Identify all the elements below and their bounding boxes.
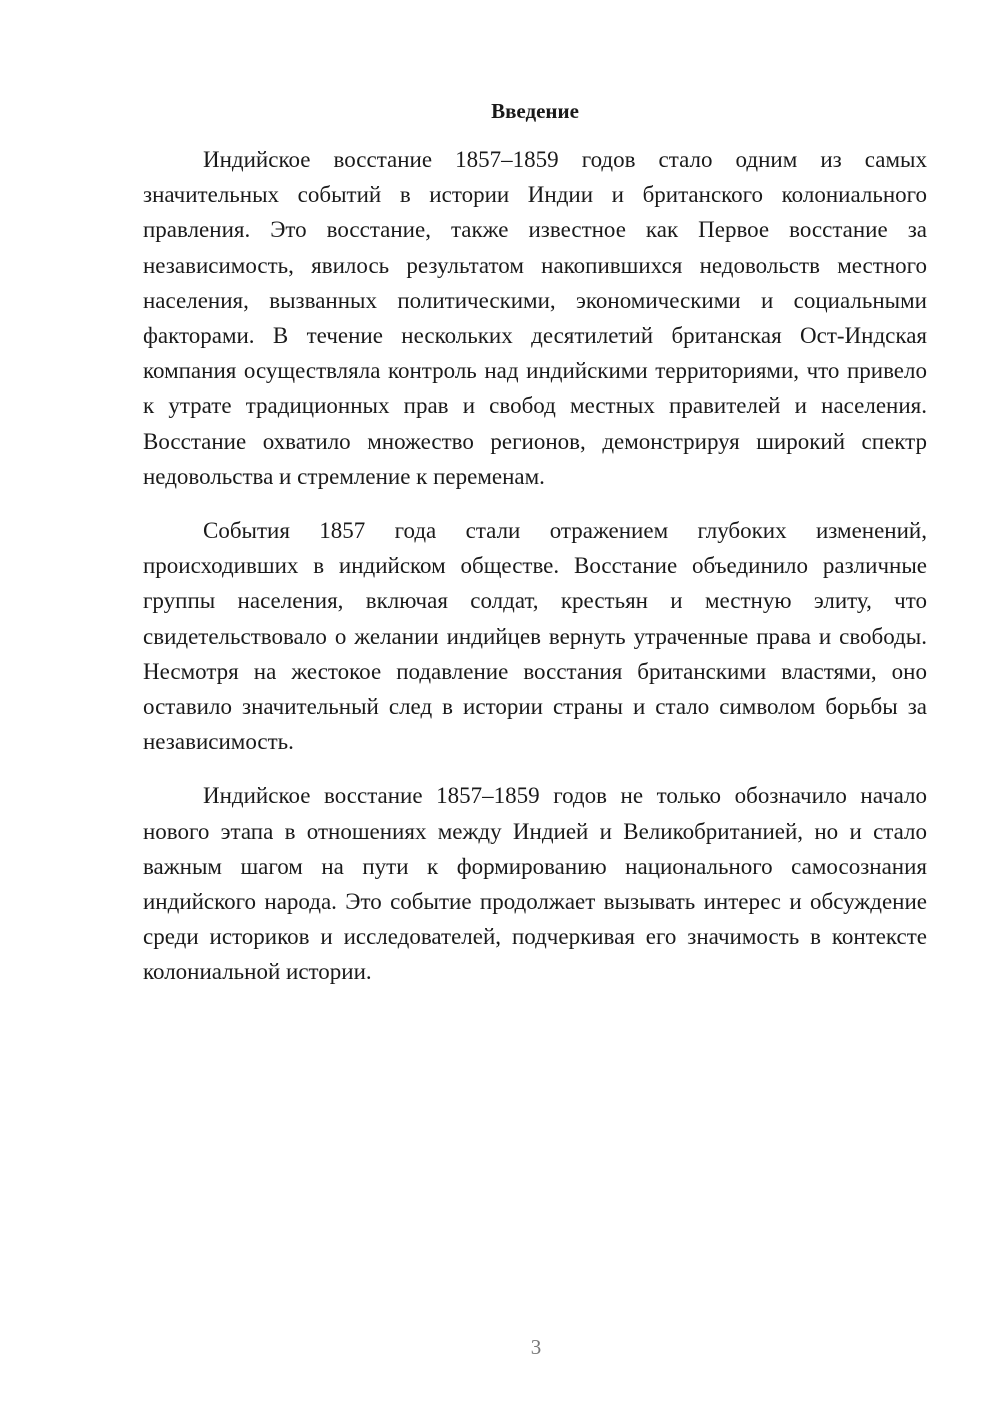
paragraph-2: События 1857 года стали отражением глубоких изменений, происходивших в индийском обществе. Восстание объединило различные группы населения, включая солдат, крестьян и местную элиту, что свидетельствовало о желании индийцев вернуть утраченные права и свободы. Несмотря на жестокое подавление восстания британскими властями, оно оставило значительный след в истории страны и стало символом борьбы за независимость. [143,518,927,755]
body-text [143,142,927,1009]
section-heading: Введение [491,99,579,123]
page-number: 3 [530,1335,542,1359]
paragraph-3: Индийское восстание 1857–1859 годов не только обозначило начало нового этапа в отношениях между Индией и Великобританией, но и стало важным шагом на пути к формированию национального самосознания индийского народа. Это событие продолжает вызывать интерес и обсуждение среди историков и исследователей, подчеркивая его значимость в контексте колониальной истории. [143,783,927,985]
paragraph-1: Индийское восстание 1857–1859 годов стало одним из самых значительных событий в истории Индии и британского колониального правления. Это восстание, также известное как Первое восстание за независимость, явилось результатом накопившихся недовольств местного населения, вызванных политическими, экономическими и социальными факторами. В течение нескольких десятилетий британская Ост-Индская компания осуществляла контроль над индийскими территориями, что привело к утрате традиционных прав и свобод местных правителей и населения. Восстание охватило множество регионов, демонстрируя широкий спектр недовольства и стремление к переменам. [143,147,927,489]
